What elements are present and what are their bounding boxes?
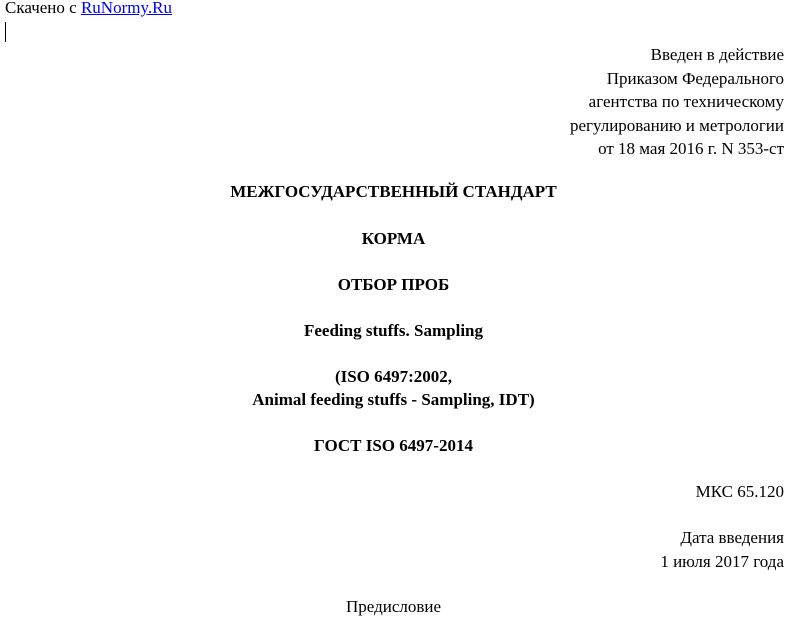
document-subtitle: ОТБОР ПРОБ [337,275,450,294]
source-line [5,0,172,18]
approval-line-5: от 18 мая 2016 г. N 353-ст [598,139,784,158]
source-prefix: Скачено с [5,0,81,17]
mks-code: МКС 65.120 [695,482,784,501]
standard-type-heading: МЕЖГОСУДАРСТВЕННЫЙ СТАНДАРТ [230,182,557,201]
approval-line-2: Приказом Федерального [606,68,784,88]
intro-date-value: 1 июля 2017 года [660,551,784,571]
standard-designation: ГОСТ ISO 6497-2014 [314,436,473,455]
approval-line-4: регулированию и метрологии [569,115,784,135]
classification-code [696,480,784,504]
approval-block [570,43,784,161]
document-title: КОРМА [361,229,426,248]
english-title: Feeding stuffs. Sampling [304,321,483,340]
iso-reference-line-1: (ISO 6497:2002, [334,367,453,386]
iso-reference-line-2: Animal feeding stuffs - Sampling, IDT) [252,390,535,409]
approval-line-3: агентства по техническому [588,92,784,111]
preface-heading: Предисловие [345,597,442,616]
intro-date-block [660,526,784,573]
text-cursor [5,22,6,42]
approval-line-1: Введен в действие [650,45,784,64]
source-link[interactable]: RuNormy.Ru [80,0,172,17]
intro-date-label: Дата введения [680,528,784,547]
